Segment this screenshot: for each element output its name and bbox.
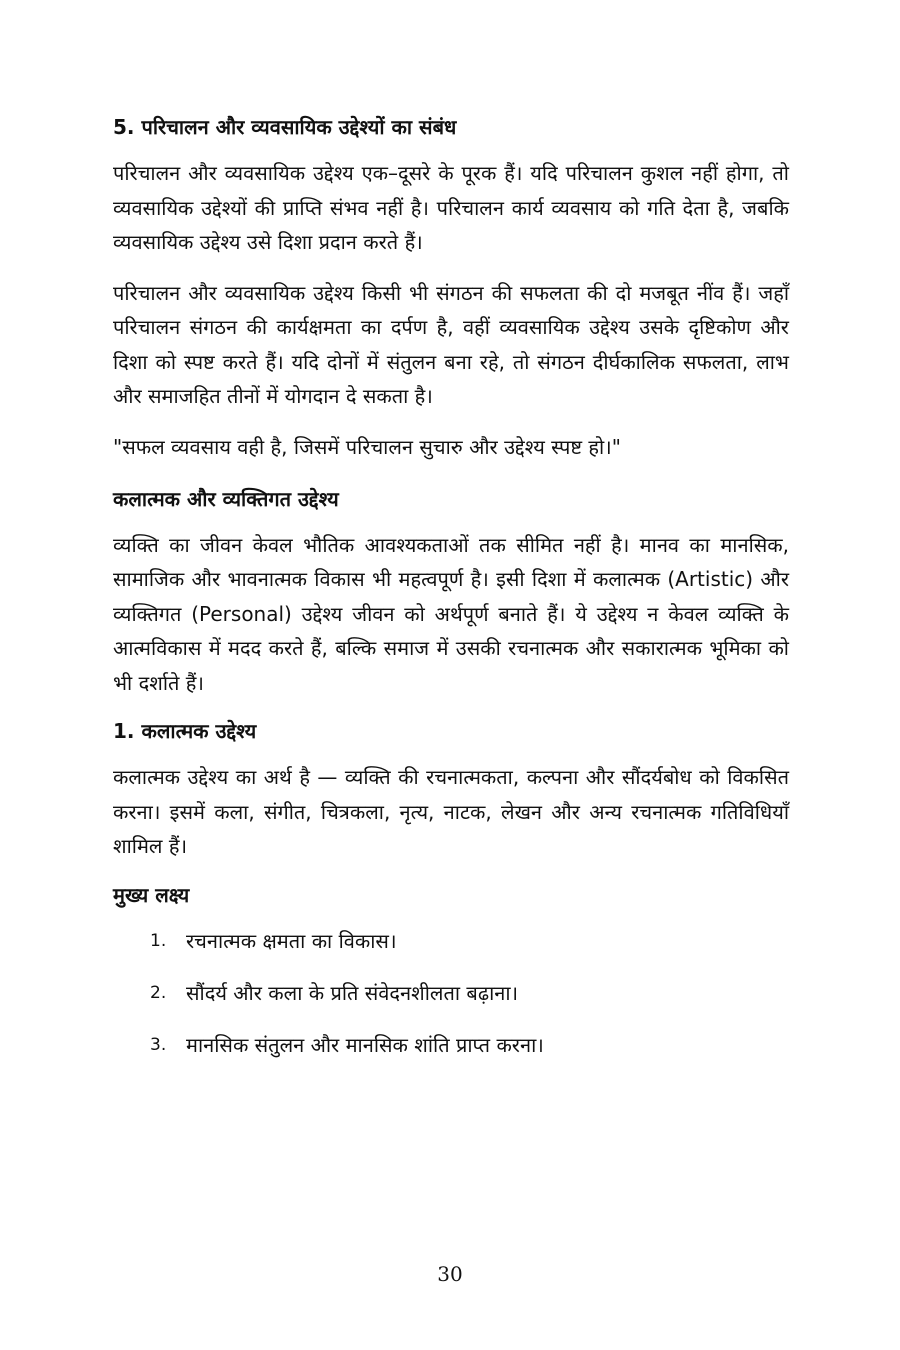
list-item [150,1028,789,1062]
artistic-personal-paragraph: व्यक्ति का जीवन केवल भौतिक आवश्यकताओं तक सीमित नहीं है। मानव का मानसिक, सामाजिक और भावनात्मक विकास भी महत्वपूर्ण है। इसी दिशा में कलात्मक (Artistic) और व्यक्तिगत (Personal) उद्देश्य जीवन को अर्थपूर्ण बनाते हैं। ये उद्देश्य न केवल व्यक्ति के आत्मविकास में मदद करते हैं, बल्कि समाज में उसकी रचनात्मक और सकारात्मक भूमिका को भी दर्शाते हैं। [113,532,789,695]
section-5-paragraph-2: परिचालन और व्यवसायिक उद्देश्य किसी भी संगठन की सफलता की दो मजबूत नींव हैं। जहाँ परिचालन संगठन की कार्यक्षमता का दर्पण है, वहीं व्यवसायिक उद्देश्य उसके दृष्टिकोण और दिशा को स्पष्ट करते हैं। यदि दोनों में संतुलन बना रहे, तो संगठन दीर्घकालिक सफलता, लाभ और समाजहित तीनों में योगदान दे सकता है। [113,280,789,408]
list-item-number: 2. [150,982,167,1003]
section-5-paragraph-1: परिचालन और व्यवसायिक उद्देश्य एक–दूसरे के पूरक हैं। यदि परिचालन कुशल नहीं होगा, तो व्यवसायिक उद्देश्यों की प्राप्ति संभव नहीं है। परिचालन कार्य व्यवसाय को गति देता है, जबकि व्यवसायिक उद्देश्य उसे दिशा प्रदान करते हैं। [113,161,789,254]
artistic-objective-paragraph: कलात्मक उद्देश्य का अर्थ है — व्यक्ति की रचनात्मकता, कल्पना और सौंदर्यबोध को विकसित करना। इसमें कला, संगीत, चित्रकला, नृत्य, नाटक, लेखन और अन्य रचनात्मक गतिविधियाँ शामिल हैं। [113,765,789,858]
list-item-number: 1. [150,930,167,951]
page-number: 30 [437,1262,463,1286]
list-item-number: 3. [150,1034,167,1055]
main-goals-heading: मुख्य लक्ष्य [113,882,190,907]
section-5-heading: 5. परिचालन और व्यवसायिक उद्देश्यों का संबंध [113,115,457,139]
artistic-objective-heading: 1. कलात्मक उद्देश्य [113,719,257,743]
list-item [150,976,789,1010]
list-item [150,924,789,958]
page-content [113,112,789,1080]
list-item-text: मानसिक संतुलन और मानसिक शांति प्राप्त करना। [186,1032,544,1057]
artistic-personal-heading: कलात्मक और व्यक्तिगत उद्देश्य [113,486,339,511]
list-item-text: रचनात्मक क्षमता का विकास। [186,928,397,953]
list-item-text: सौंदर्य और कला के प्रति संवेदनशीलता बढ़ाना। [186,980,519,1005]
main-goals-list [113,924,789,1062]
section-5-quote: "सफल व्यवसाय वही है, जिसमें परिचालन सुचारु और उद्देश्य स्पष्ट हो।" [113,434,621,459]
